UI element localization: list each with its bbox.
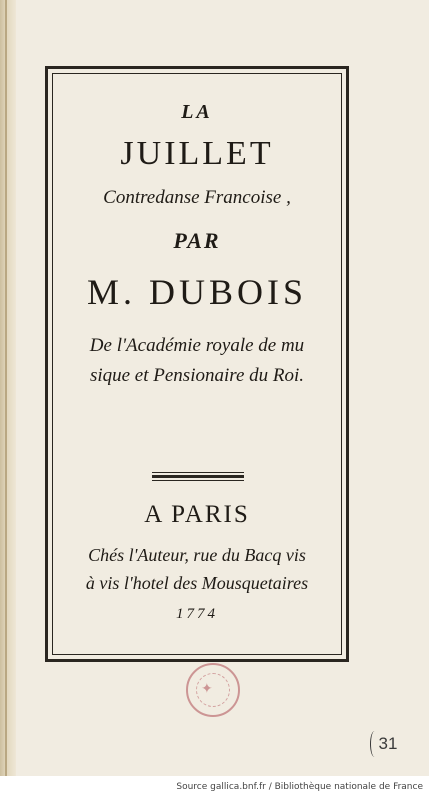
ornamental-rule-bottom bbox=[152, 480, 244, 481]
work-subtitle: Contredanse Francoise , bbox=[103, 187, 291, 208]
author-affiliation-line-2: sique et Pensionaire du Roi. bbox=[89, 365, 305, 386]
work-title: JUILLET bbox=[120, 135, 274, 172]
folio-number: 31 bbox=[370, 729, 406, 759]
title-article: LA bbox=[181, 101, 213, 123]
library-stamp-emblem-icon: ✦ bbox=[201, 681, 213, 697]
ornamental-rule-top bbox=[152, 472, 244, 473]
author-name: M. DUBOIS bbox=[86, 272, 308, 312]
binding-fold-line bbox=[5, 0, 7, 776]
by-line: PAR bbox=[173, 228, 221, 253]
publisher-address-line-1: Chés l'Auteur, rue du Bacq vis bbox=[88, 545, 306, 565]
library-stamp-icon bbox=[186, 663, 240, 717]
author-affiliation-line-1: De l'Académie royale de mu bbox=[89, 335, 305, 356]
publication-year: 1774 bbox=[176, 606, 218, 622]
ornamental-rule-middle bbox=[152, 475, 244, 478]
source-credit: Source gallica.bnf.fr / Bibliothèque nationale de France bbox=[176, 782, 423, 792]
publisher-address-line-2: à vis l'hotel des Mousquetaires bbox=[85, 573, 309, 593]
source-footer bbox=[0, 776, 429, 800]
publication-place: A PARIS bbox=[144, 501, 250, 528]
title-page-content bbox=[52, 73, 342, 655]
book-binding-edge bbox=[0, 0, 16, 776]
